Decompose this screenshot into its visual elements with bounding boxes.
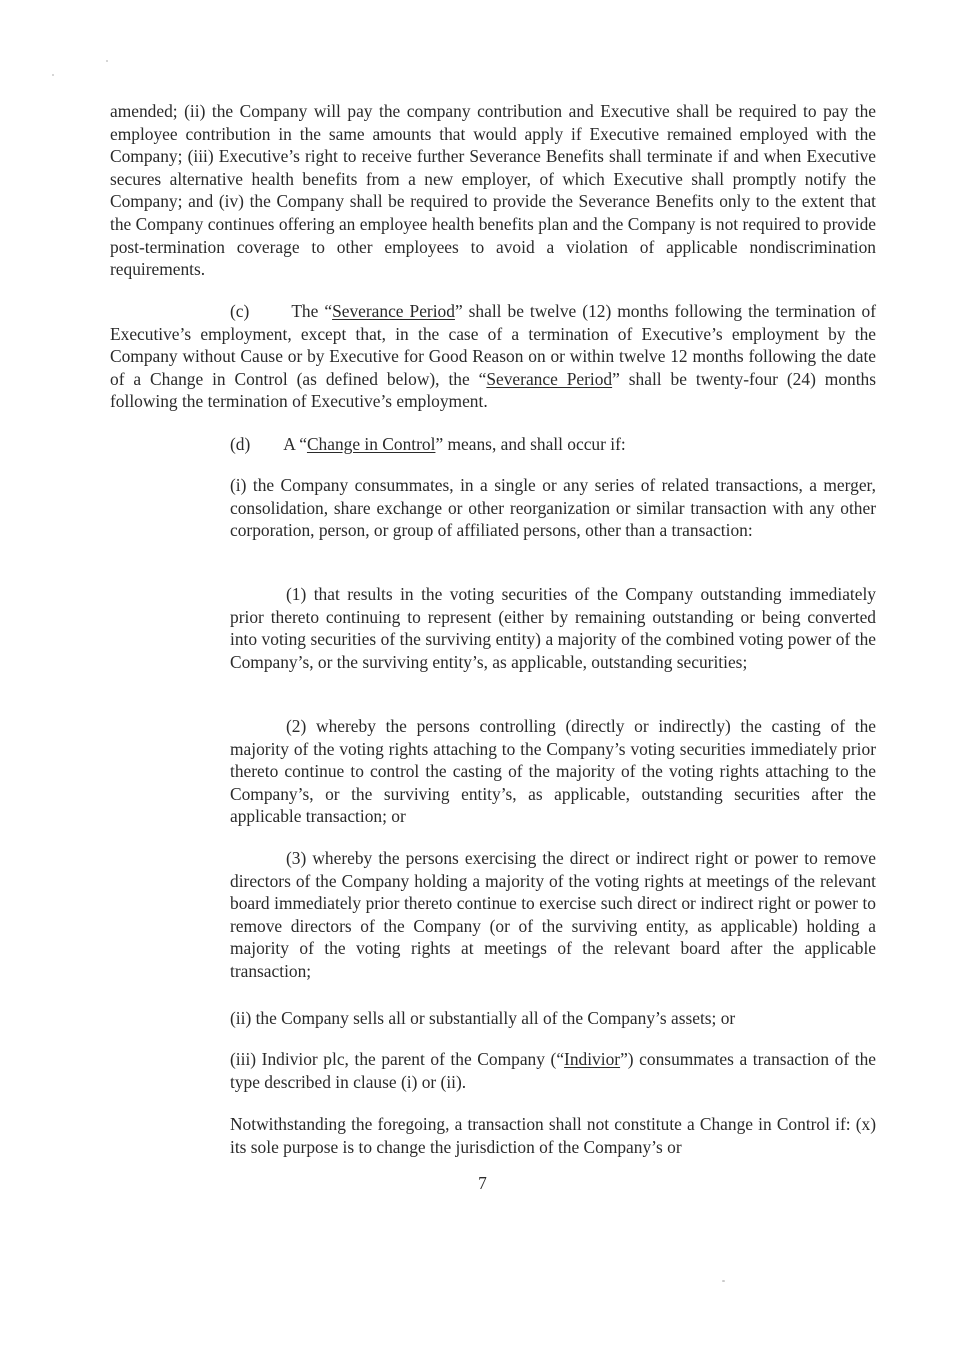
clause-ii: (ii) the Company sells all or substantially all of the Company’s assets; or <box>230 1008 736 1028</box>
clause-i-2: (2) whereby the persons controlling (directly or indirectly) the casting of the majority of the voting rights attaching to the Company’s voting securities immediately prior thereto continue to control the casting of the majority of the voting rights attaching to the Company’s, or the surviving entity’s, as applicable, outstanding securities after the applicable transaction; or <box>230 716 876 827</box>
clause-i-1: (1) that results in the voting securities of the Company outstanding immediately prior thereto continuing to represent (either by remaining outstanding or being converted into voting securities of the surviving entity) a majority of the combined voting power of the Company’s, or the surviving entity’s, as applicable, outstanding securities; <box>230 584 876 672</box>
page-number: 7 <box>478 1173 487 1193</box>
defined-term-severance-period: Severance Period <box>332 301 455 321</box>
clause-i: (i) the Company consummates, in a single or any series of related transactions, a merger, consolidation, share exchange or other reorganization or similar transaction with any other corporation, person, or group of affiliated persons, other than a transaction: <box>230 475 876 541</box>
paragraph-b-continuation: amended; (ii) the Company will pay the company contribution and Executive shall be required to pay the employee contribution in the same amounts that would apply if Executive remained employed with the Company; (iii) Executive’s right to receive further Severance Benefits shall terminate if and when Executive secures alternative health benefits from a new employer, of which Executive shall promptly notify the Company; and (iv) the Company shall be required to provide the Severance Benefits only to the extent that the Company continues offering an employee health benefits plan and the Company is not required to provide post-termination coverage to other employees to avoid a violation of applicable nondiscrimination requirements. <box>110 101 876 280</box>
clause-i-3: (3) whereby the persons exercising the direct or indirect right or power to remove directors of the Company holding a majority of the voting rights at meetings of the relevant board immediately prior thereto continue to exercise such direct or indirect right or power to remove directors of the Company (or of the surviving entity, as applicable) holding a majority of the voting rights at meetings of the relevant board after the applicable transaction; <box>230 848 876 981</box>
scan-speck <box>52 74 54 76</box>
defined-term-severance-period: Severance Period <box>486 368 613 389</box>
clause-iii: (iii) Indivior plc, the parent of the Company (“Indivior”) consummates a transaction of the type described in clause (i) or (ii). <box>230 1049 876 1092</box>
defined-term-change-in-control: Change in Control <box>306 434 436 454</box>
clause-label-d: (d) <box>230 434 251 454</box>
paragraph-c: (c) The “Severance Period” shall be twelve (12) months following the termination of Executive’s employment, except that, in the case of a termination of Executive’s employment by the Company without Cause or by Executive for Good Reason on or within twelve 12 months following the date of a Change in Control (as defined below), the “Severance Period” shall be twenty-four (24) months following the termination of Executive’s employment. <box>110 301 877 412</box>
paragraph-d: (d) A “Change in Control” means, and shall occur if: <box>230 434 626 454</box>
notwithstanding-paragraph: Notwithstanding the foregoing, a transaction shall not constitute a Change in Control if: (x) its sole purpose is to change the jurisdiction of the Company’s or <box>230 1114 876 1157</box>
clause-label-c: (c) <box>230 301 250 321</box>
scan-speck <box>722 1280 725 1282</box>
scan-speck <box>106 60 108 62</box>
defined-term-indivior: Indivior <box>564 1049 621 1069</box>
